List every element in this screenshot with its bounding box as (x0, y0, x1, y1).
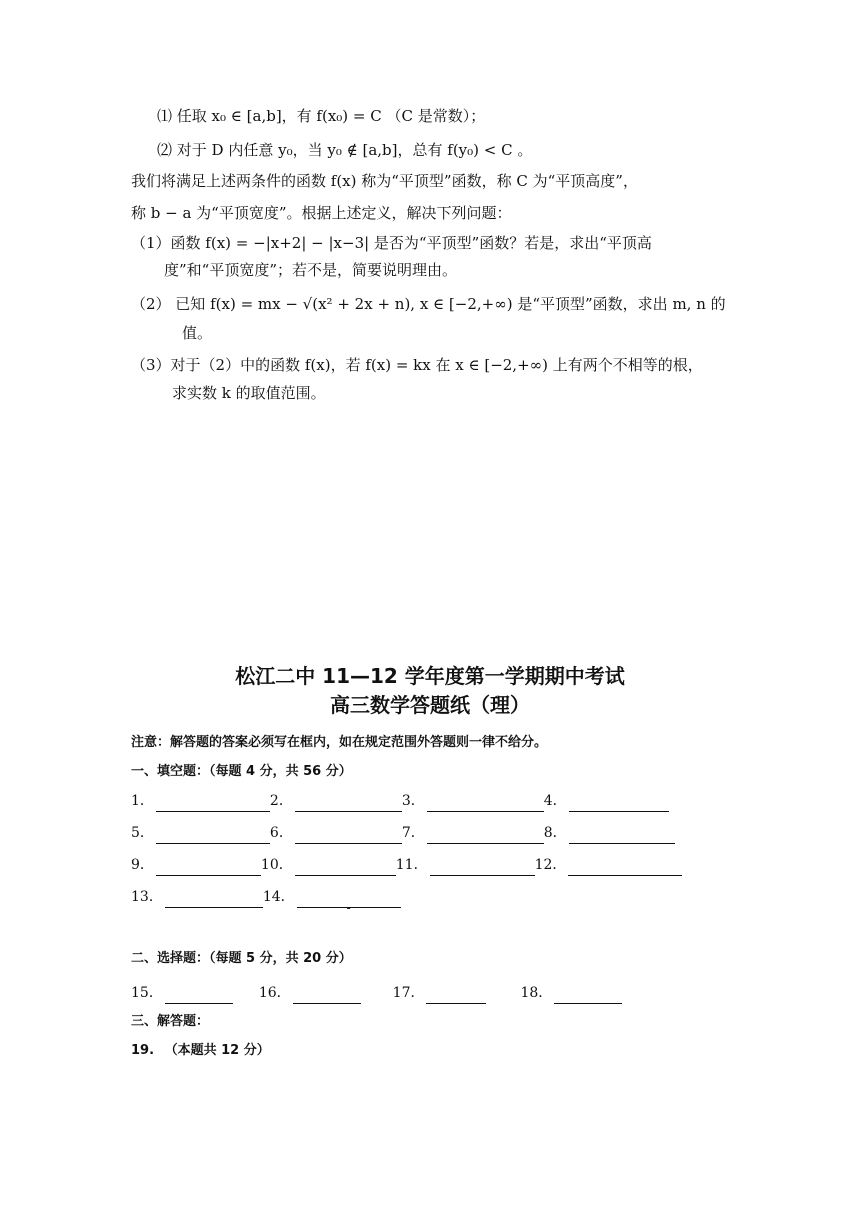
answer-blank[interactable] (427, 829, 544, 844)
notice-text: 注意：解答题的答案必须写在框内，如在规定范围外答题则一律不给分。 (131, 735, 548, 750)
item-number: 4． (543, 793, 567, 809)
question-2-line-1: （2） 已知 f(x) = mx − √(x² + 2x + n), x ∈ [−2,+∞) 是“平顶型”函数，求出 m, n 的 (131, 295, 726, 313)
answer-blank[interactable] (156, 797, 270, 812)
answer-blank[interactable] (569, 797, 669, 812)
item-number: 13． (131, 889, 163, 905)
condition-1: ⑴ 任取 x₀ ∈ [a,b]，有 f(x₀) = C （C 是常数）； (157, 107, 486, 125)
answer-blank[interactable] (569, 829, 675, 844)
question-19-points: （本题共 12 分） (164, 1043, 270, 1058)
question-19-number: 19. (131, 1043, 155, 1058)
definition-line-1: 我们将满足上述两条件的函数 f(x) 称为“平顶型”函数，称 C 为“平顶高度”， (131, 172, 638, 190)
answer-blank[interactable] (295, 861, 396, 876)
section-solution-heading: 三、解答题： (131, 1014, 210, 1029)
question-1-line-1: （1）函数 f(x) = −|x+2| − |x−3| 是否为“平顶型”函数？若是，求出“平顶高 (131, 234, 652, 252)
item-number: 7． (401, 825, 425, 841)
question-2-line-2: 值。 (182, 324, 213, 342)
question-3-line-1: （3）对于（2）中的函数 f(x)，若 f(x) = kx 在 x ∈ [−2,+∞) 上有两个不相等的根， (131, 356, 703, 374)
fill-row-3 (131, 854, 682, 876)
item-number: 9． (131, 857, 154, 873)
answer-blank[interactable] (430, 861, 535, 876)
item-number: 8． (543, 825, 567, 841)
answer-blank[interactable] (568, 861, 682, 876)
answer-blank[interactable] (156, 861, 261, 876)
item-number: 2． (269, 793, 293, 809)
item-number: 11． (395, 857, 428, 873)
question-19-heading (131, 1041, 270, 1061)
answer-sheet-subtitle: 高三数学答题纸（理） (330, 693, 530, 717)
answer-blank[interactable] (295, 797, 402, 812)
answer-blank[interactable] (165, 989, 233, 1004)
answer-blank[interactable] (554, 989, 622, 1004)
definition-line-2: 称 b − a 为“平顶宽度”。根据上述定义，解决下列问题： (131, 204, 512, 222)
item-number: 16． (258, 985, 291, 1001)
item-number: 17． (392, 985, 425, 1001)
section-fill-in-heading: 一、填空题：（每题 4 分，共 56 分） (131, 764, 352, 779)
fill-row-2 (131, 822, 675, 844)
answer-blank[interactable] (426, 989, 486, 1004)
condition-2: ⑵ 对于 D 内任意 y₀，当 y₀ ∉ [a,b]，总有 f(y₀) < C 。 (157, 141, 533, 159)
fill-row-1 (131, 790, 669, 812)
answer-blank[interactable] (293, 989, 361, 1004)
answer-blank[interactable] (427, 797, 544, 812)
answer-blank[interactable] (165, 893, 263, 908)
question-1-line-2: 度”和“平顶宽度”；若不是，简要说明理由。 (164, 261, 458, 279)
item-number: 15． (131, 985, 163, 1001)
question-3-line-2: 求实数 k 的取值范围。 (172, 384, 326, 402)
answer-sheet-title: 松江二中 11—12 学年度第一学期期中考试 (235, 664, 625, 688)
answer-blank[interactable] (295, 829, 402, 844)
item-number: 5． (131, 825, 154, 841)
answer-blank[interactable] (156, 829, 270, 844)
item-number: 18． (520, 985, 553, 1001)
item-number: 10． (260, 857, 293, 873)
item-number: 3． (401, 793, 425, 809)
item-number: 12． (534, 857, 567, 873)
fill-row-4 (131, 886, 401, 915)
answer-blank[interactable] (297, 893, 401, 915)
section-choice-heading: 二、选择题：（每题 5 分，共 20 分） (131, 951, 352, 966)
item-number: 1． (131, 793, 154, 809)
item-number: 6． (269, 825, 293, 841)
dash-mark: - (346, 901, 351, 915)
choice-row (131, 982, 622, 1004)
item-number: 14． (262, 889, 295, 905)
